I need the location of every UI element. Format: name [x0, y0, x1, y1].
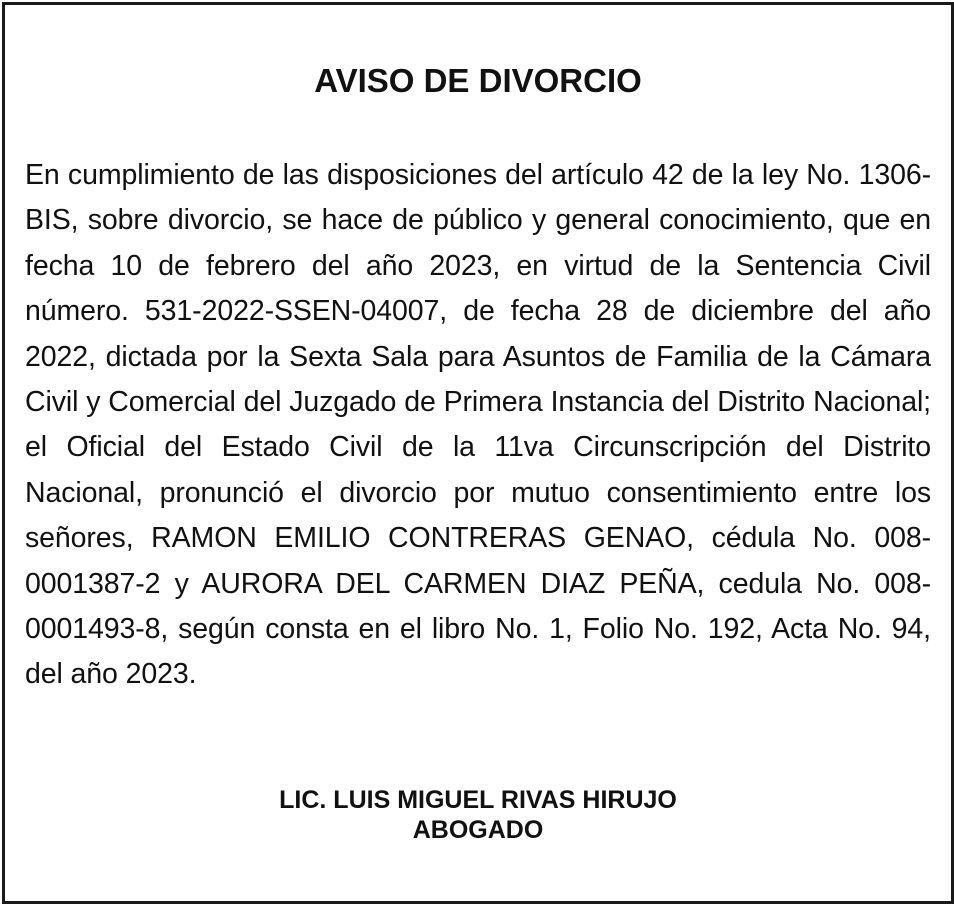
notice-body: En cumplimiento de las disposiciones del artículo 42 de la ley No. 1306-BIS, sobre divorcio, se hace de público y general conocimiento, que en fecha 10 de febrero del año 2023, en virtud de la Sentencia Civil número. 531-2022-SSEN-04007, de fecha 28 de diciembre del año 2022, dictada por la Sexta Sala para Asuntos de Familia de la Cámara Civil y Comercial del Juzgado de Primera Instancia del Distrito Nacional; el Oficial del Estado Civil de la 11va Circunscripción del Distrito Nacional, pronunció el divorcio por mutuo consentimiento entre los señores, RAMON EMILIO CONTRERAS GENAO, cédula No. 008-0001387-2 y AURORA DEL CARMEN DIAZ PEÑA, cedula No. 008-0001493-8, según consta en el libro No. 1, Folio No. 192, Acta No. 94, del año 2023. [25, 159, 931, 691]
signatory-title: ABOGADO [412, 816, 544, 844]
notice-frame [2, 2, 954, 904]
signature-block [5, 785, 951, 845]
notice-title: AVISO DE DIVORCIO [314, 62, 642, 99]
signatory-name: LIC. LUIS MIGUEL RIVAS HIRUJO [279, 786, 677, 814]
